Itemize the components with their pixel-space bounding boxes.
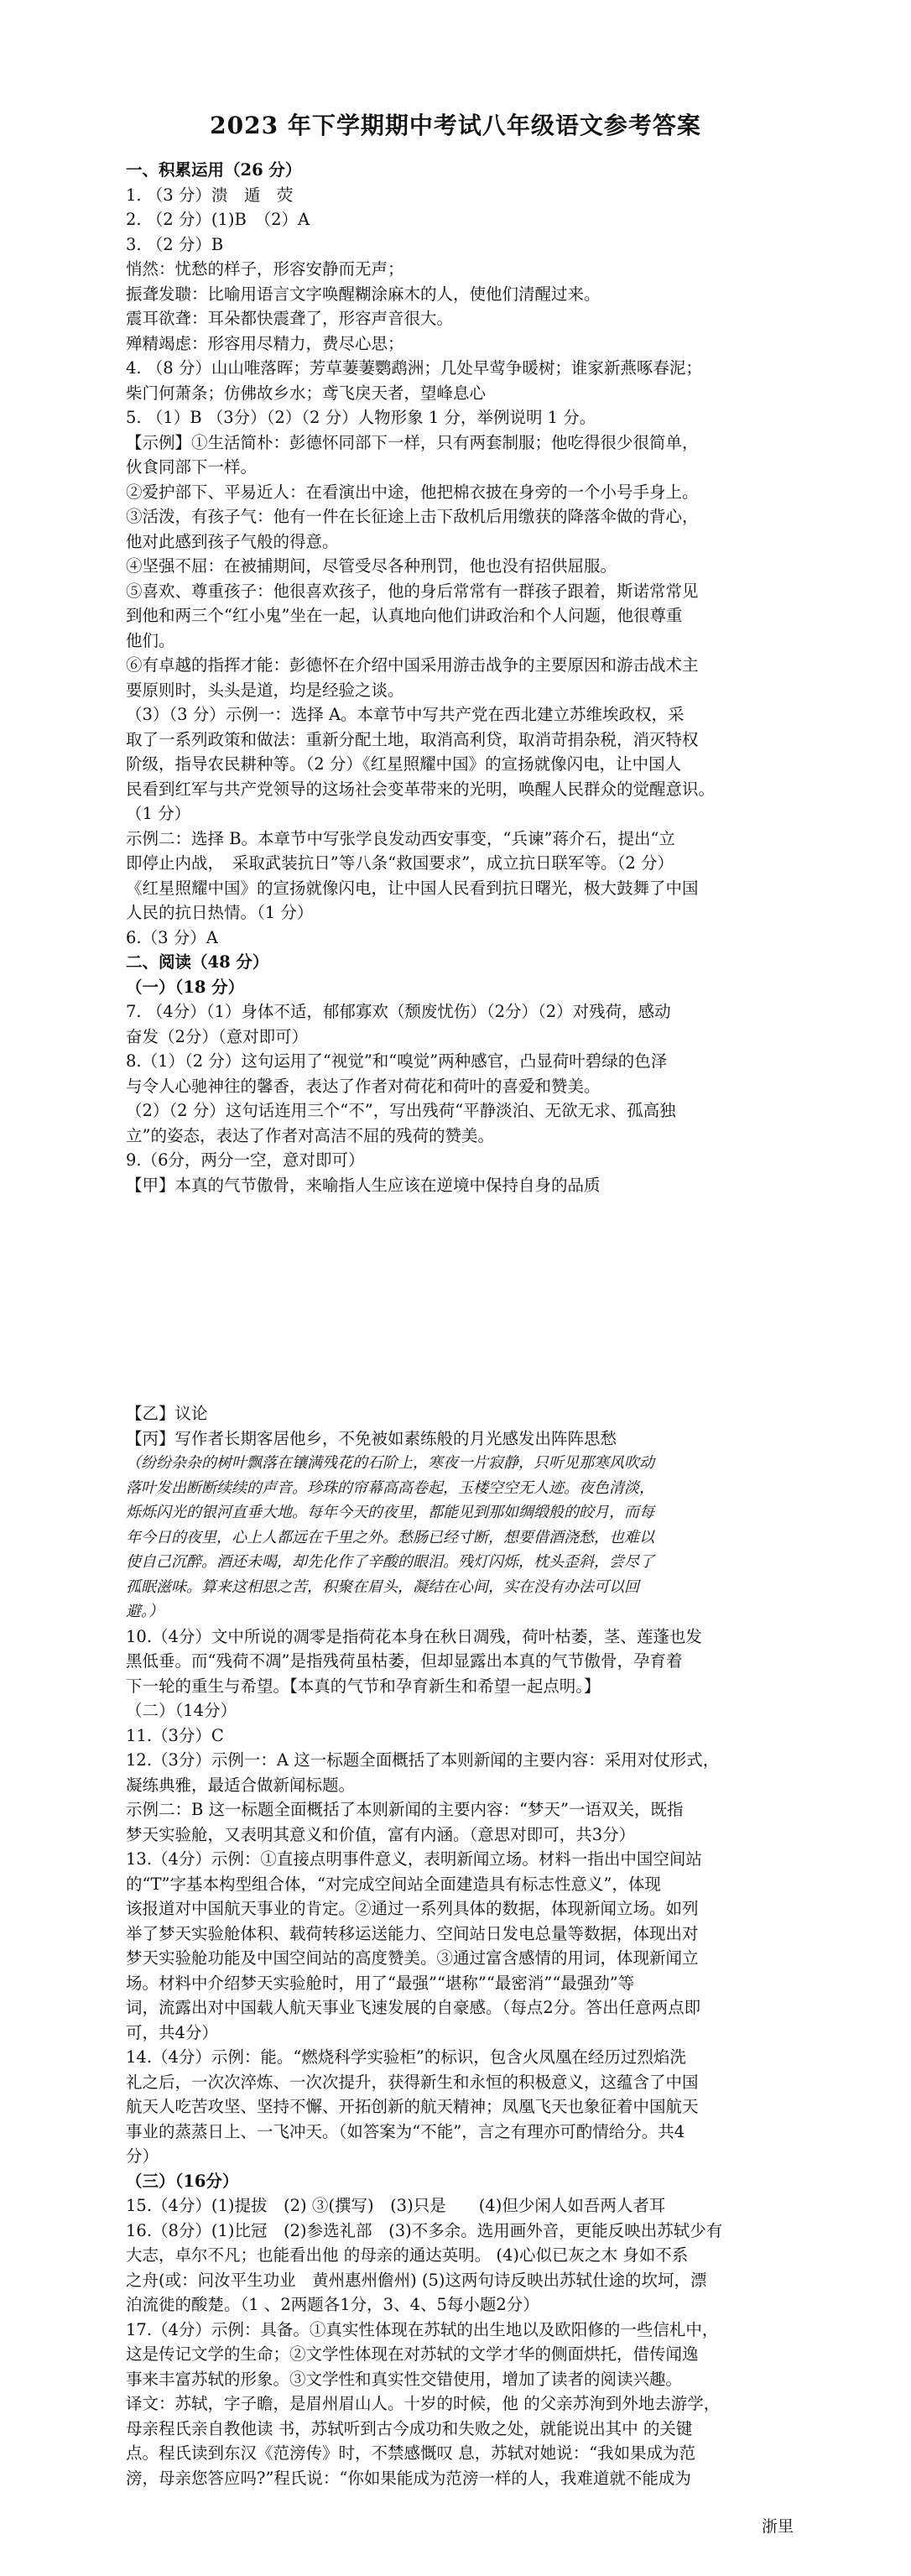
answer-line: 举了梦天实验舱体积、载荷转移运送能力、空间站日发电总量等数据，体现出对 [126,1923,699,1943]
answer-line: 黑低垂。而“残荷不凋”是指残荷虽枯萎，但却显露出本真的气节傲骨，孕育着 [126,1651,683,1671]
answer-line: 要原则时，头头是道，均是经验之谈。 [126,680,404,700]
answer-line: 5. （1）B （3分）（2）（2 分）人物形象 1 分，举例说明 1 分。 [126,408,596,427]
answer-line: 10.（4分）文中所说的凋零是指荷花本身在秋日凋残，荷叶枯萎，茎、莲蓬也发 [126,1626,702,1646]
answer-line: 17.（4分）示例：具备。①真实性体现在苏轼的出生地以及欧阳修的一些信札中， [126,2319,719,2339]
answer-line: 礼之后，一次次淬炼、一次次提升，获得新生和永恒的积极意义，这蕴含了中国 [126,2072,699,2092]
answer-line: 即停止内战， 采取武装抗日”等八条“救国要求”，成立抗日联军等。（2 分） [126,853,674,873]
answer-line: 民看到红军与共产党领导的这场社会变革带来的光明，唤醒人民群众的觉醒意识。 [126,779,716,799]
answer-line: 可，共4分） [126,2022,218,2042]
answer-line: 点。程氏读到东汉《范滂传》时，不禁感慨叹 息，苏轼对她说：“我如果成为范 [126,2443,696,2463]
answer-line: （二）（14分） [126,1701,237,1720]
answer-line: 场。材料中介绍梦天实验舱时，用了“最强”“堪称”“最密消”“最强劲”等 [126,1973,635,1993]
answers-section-1 [126,158,789,1197]
answer-line: 2. （2 分）(1)B （2）A [126,210,310,229]
answers-section-2 [126,1401,789,2490]
answer-line: 立”的姿态，表达了作者对高洁不屈的残荷的赞美。 [126,1125,494,1145]
answer-line: 分） [126,2146,159,2166]
answer-line: 9.（6分，两分一空，意对即可） [126,1150,365,1170]
answer-line: ③活泼，有孩子气：他有一件在长征途上击下敌机后用缴获的降落伞做的背心， [126,507,699,526]
answer-line: （纷纷杂杂的树叶飘落在镶满残花的石阶上，寒夜一片寂静，只听见那寒风吹动 [126,1454,654,1472]
answer-line: 使自己沉醉。酒还未喝，却先化作了辛酸的眼泪。残灯闪烁，枕头歪斜，尝尽了 [126,1553,654,1571]
answer-line: 他们。 [126,630,175,650]
answer-line: 4. （8 分）山山唯落晖；芳草萋萋鹦鹉洲；几处早莺争暖树；谁家新燕啄春泥； [126,358,702,378]
answer-line: 该报道对中国航天事业的肯定。②通过一系列具体的数据，体现新闻立场。如列 [126,1899,699,1918]
answer-line: 柴门何萧条；仿佛故乡水；鸢飞戾天者，望峰息心 [126,383,487,403]
answer-line: 悄然：忧愁的样子，形容安静而无声； [126,259,404,279]
answer-line: 殚精竭虑：形容用尽精力，费尽心思； [126,333,404,353]
answer-line: 【示例】①生活简朴：彭德怀同部下一样，只有两套制服；他吃得很少很简单， [126,432,699,452]
answer-line: 6.（3 分）A [126,927,218,947]
answer-line: 梦天实验舱，又表明其意义和价值，富有内涵。（意思对即可，共3分） [126,1824,636,1844]
page-title: 2023 年下学期期中考试八年级语文参考答案 [210,112,701,139]
answer-line: 阶级，指导农民耕种等。（2 分）《红星照耀中国》的宣扬就像闪电，让中国人 [126,754,682,774]
answer-line: 他对此感到孩子气般的得意。 [126,531,339,551]
answer-line: 《红星照耀中国》的宣扬就像闪电，让中国人民看到抗日曙光，极大鼓舞了中国 [126,878,699,898]
answer-line: （3）（3 分）示例一：选择 A。本章节中写共产党在西北建立苏维埃政权，采 [126,705,685,724]
answer-line: ⑥有卓越的指挥才能：彭德怀在介绍中国采用游击战争的主要原因和游击战术主 [126,655,699,675]
answer-line: 震耳欲聋：耳朵都快震聋了，形容声音很大。 [126,309,454,328]
answer-line: 【丙】写作者长期客居他乡，不免被如素练般的月光感发出阵阵思愁 [126,1428,617,1448]
answer-line: 航天人吃苦攻坚、坚持不懈、开拓创新的航天精神；凤凰飞天也象征着中国航天 [126,2097,699,2116]
answer-line: 示例二：选择 B。本章节中写张学良发动西安事变，“兵谏”蒋介石，提出“立 [126,828,675,848]
answer-line: 的“T”字基本构型组合体，“对完成空间站全面建造具有标志性意义”，体现 [126,1874,661,1894]
answer-line: 取了一系列政策和做法：重新分配土地，取消高利贷，取消苛捐杂税，消灭特权 [126,729,699,749]
answer-line: 凝练典雅，最适合做新闻标题。 [126,1775,356,1795]
answer-line: 13.（4分）示例：①直接点明事件意义，表明新闻立场。材料一指出中国空间站 [126,1849,702,1869]
answer-line: 11.（3分）C [126,1725,224,1745]
answer-line: 【甲】本真的气节傲骨，来喻指人生应该在逆境中保持自身的品质 [126,1175,601,1195]
answer-line: 之舟(或：问汝平生功业 黄州惠州儋州) (5)这两句诗反映出苏轼仕途的坎坷，漂 [126,2270,707,2290]
answer-line: 伙食同部下一样。 [126,457,258,477]
answer-line: 7. （4分）（1）身体不适，郁郁寡欢（颓废忧伤）（2分）（2）对残荷，感动 [126,1002,671,1021]
answer-line: 【乙】议论 [126,1404,208,1423]
answer-line: 人民的抗日热情。（1 分） [126,903,314,922]
answer-line: 母亲程氏亲自教他读 书，苏轼听到古今成功和失败之处，就能说出其中 的关键 [126,2418,693,2438]
answer-line: ⑤喜欢、尊重孩子：他很喜欢孩子，他的身后常常有一群孩子跟着，斯诺常常见 [126,581,699,601]
answer-line: 8.（1）（2 分）这句运用了“视觉”和“嗅觉”两种感官，凸显荷叶碧绿的色泽 [126,1051,668,1071]
answer-line: 这是传记文学的生命；②文学性体现在对苏轼的文学才华的侧面烘托，借传闻逸 [126,2344,699,2364]
answer-line: 到他和两三个“红小鬼”坐在一起，认真地向他们讲政治和个人问题，他很尊重 [126,606,683,625]
answer-line: 3. （2 分）B [126,234,224,254]
answer-line: 下一轮的重生与希望。【本真的气节和孕育新生和希望一起点明。】 [126,1676,601,1696]
answer-line: 滂，母亲您答应吗?”程氏说：“你如果能成为范滂一样的人，我难道就不能成为 [126,2468,691,2488]
answer-line: 烁烁闪光的银河直垂大地。每年今天的夜里，都能见到那如绸缎般的皎月，而每 [126,1504,654,1521]
answer-line: 词，流露出对中国载人航天事业飞速发展的自豪感。（每点2分。答出任意两点即 [126,1998,701,2017]
answer-line: 泊流徙的酸楚。（1 、2两题各1分，3、4、5每小题2分） [126,2295,539,2314]
blank-area [126,1173,789,1433]
answer-line: 避。） [126,1603,164,1620]
answer-line: 落叶发出断断续续的声音。珍珠的帘幕高高卷起，玉楼空空无人迹。夜色清淡， [126,1478,654,1497]
answer-line: ④坚强不屈：在被捕期间，尽管受尽各种刑罚，他也没有招供屈服。 [126,556,617,576]
section-heading: （三）（16分） [126,2171,239,2191]
answer-line: （2）（2 分）这句话连用三个“不”，写出残荷“平静淡泊、无欲无求、孤高独 [126,1101,676,1120]
section-heading: 一、积累运用（26 分） [126,160,302,180]
section-heading: 二、阅读（48 分） [126,952,269,972]
answer-line: 振聋发聩：比喻用语言文字唤醒糊涂麻木的人，使他们清醒过来。 [126,284,601,304]
answer-line: ②爱护部下、平易近人：在看演出中途，他把棉衣披在身旁的一个小号手身上。 [126,482,699,502]
answer-line: 12.（3分）示例一：A 这一标题全面概括了本则新闻的主要内容：采用对仗形式， [126,1750,720,1770]
answer-line: 译文：苏轼，字子瞻，是眉州眉山人。十岁的时候，他 的父亲苏洵到外地去游学， [126,2394,721,2413]
answer-line: 示例二：B 这一标题全面概括了本则新闻的主要内容：“梦天”一语双关，既指 [126,1800,684,1819]
answer-line: 大志，卓尔不凡；也能看出他 的母亲的通达英明。 (4)心似已灰之木 身如不系 [126,2245,689,2265]
answer-line: 事来丰富苏轼的形象。③文学性和真实性交错使用，增加了读者的阅读兴趣。 [126,2369,683,2389]
footer-text: 浙里 [761,2517,794,2536]
answer-line: 奋发（2分）（意对即可） [126,1026,309,1046]
answer-line: 年今日的夜里，心上人都远在千里之外。愁肠已经寸断，想要借酒浇愁，也难以 [126,1528,654,1546]
answer-line: 1. （3 分）溃 遁 荧 [126,185,294,205]
answer-line: 与令人心驰神往的馨香，表达了作者对荷花和荷叶的喜爱和赞美。 [126,1076,601,1096]
section-heading: （一）（18 分） [126,977,245,997]
answer-line: 事业的蒸蒸日上、一飞冲天。（如答案为“不能”，言之有理亦可酌情给分。共4 [126,2121,685,2141]
answer-line: 15.（4分）(1)提拔 (2) ③(撰写) (3)只是 (4)但少闲人如吾两人者耳 [126,2196,666,2215]
answer-line: （1 分） [126,804,191,823]
answer-line: 16.（8分）(1)比冠 (2)参选礼部 (3)不多余。选用画外音，更能反映出苏轼少有 [126,2220,723,2240]
answer-line: 14.（4分）示例：能。“燃烧科学实验柜”的标识，包含火凤凰在经历过烈焰洗 [126,2047,686,2067]
answer-line: 孤眠滋味。算来这相思之苦，积聚在眉头，凝结在心间，实在没有办法可以回 [126,1577,639,1596]
answer-line: 梦天实验舱功能及中国空间站的高度赞美。③通过富含感情的用词，体现新闻立 [126,1948,699,1968]
